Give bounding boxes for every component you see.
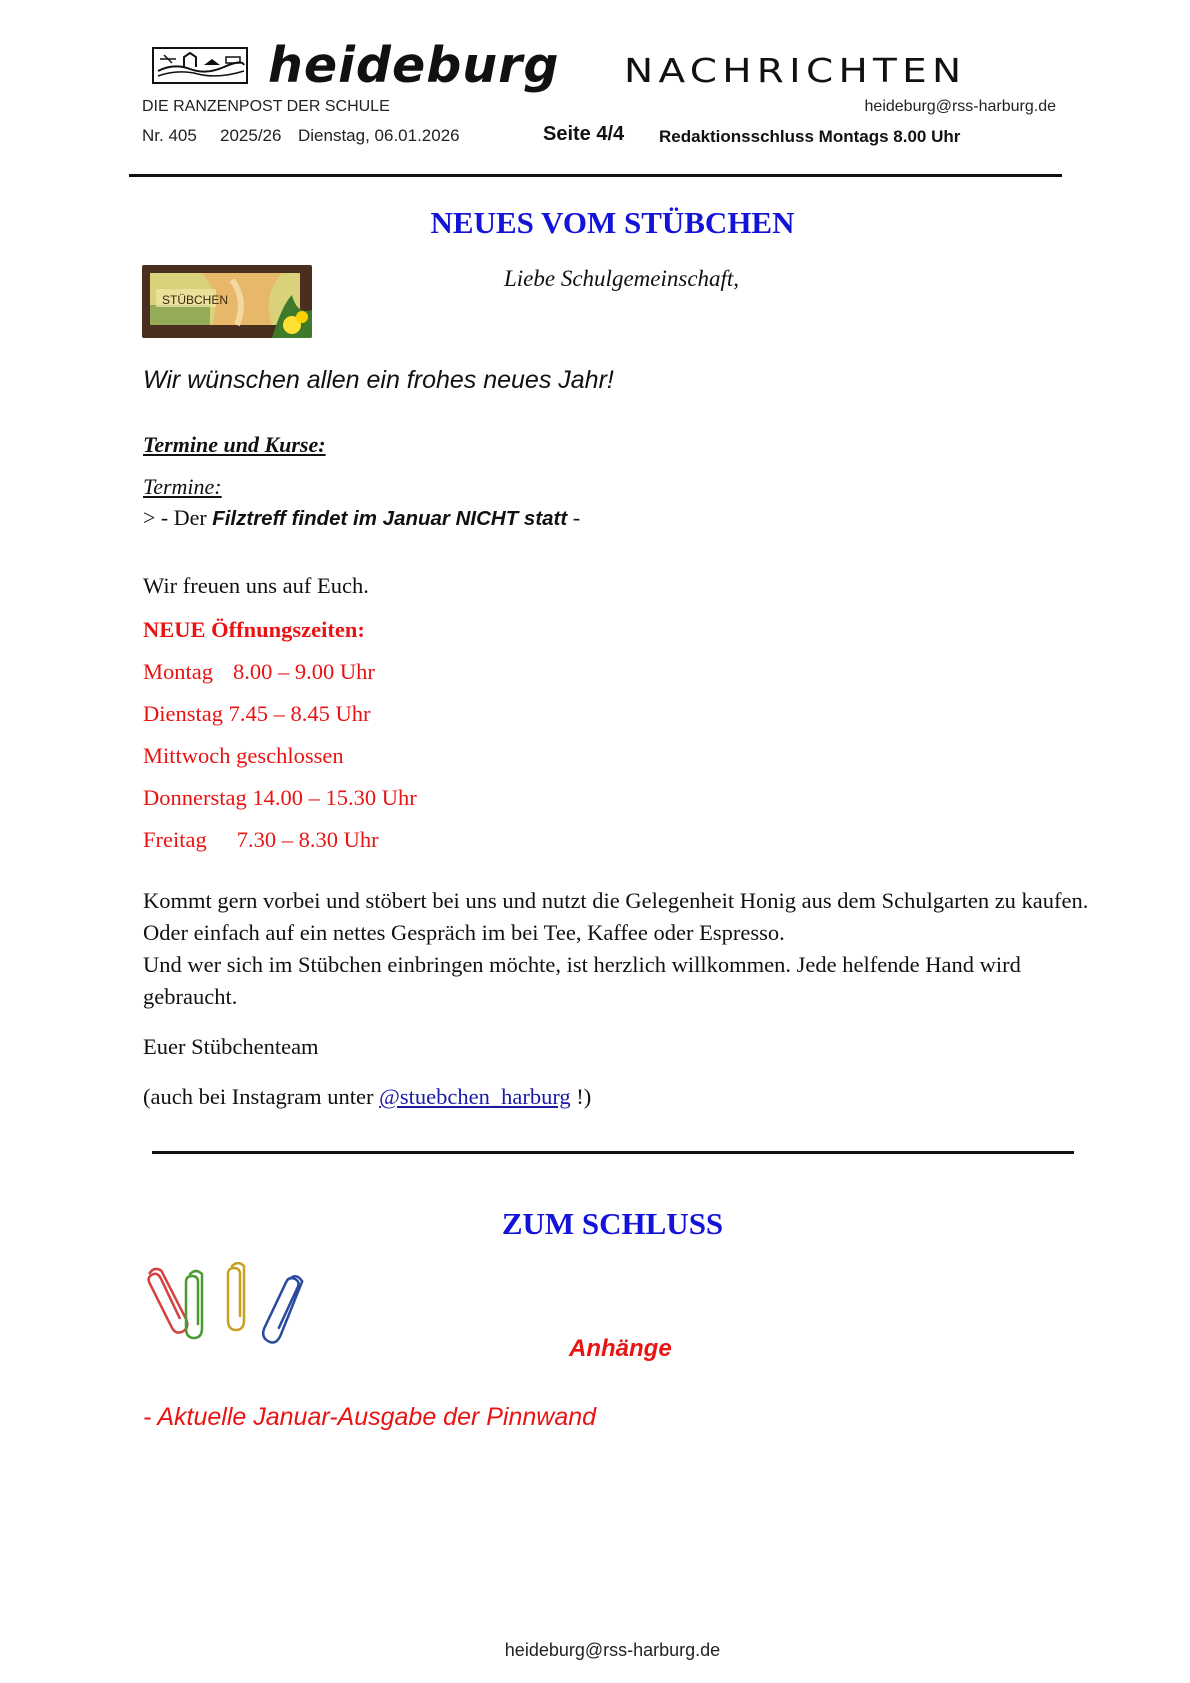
stuebchen-photo-label: STÜBCHEN [162,293,229,307]
paperclip-icon [146,1262,308,1352]
termine-kurse-heading: Termine und Kurse: [143,432,326,457]
notice-bold: Filztreff findet im Januar NICHT statt [212,507,568,530]
masthead-subtitle: DIE RANZENPOST DER SCHULE [142,98,390,115]
paragraph-volunteer: Und wer sich im Stübchen einbringen möchte, ist herzlich willkommen. Jede helfende Hand wird gebraucht. [143,952,1021,1009]
masthead-title-bold: heideburg [268,37,560,94]
attachment-item: - Aktuelle Januar-Ausgabe der Pinnwand [143,1403,597,1431]
hours-row [143,743,344,769]
school-year: 2025/26 [220,126,282,145]
looking-forward: Wir freuen uns auf Euch. [143,573,369,598]
instagram-suffix: !) [570,1084,592,1109]
hours-row [143,701,370,727]
hours-time: 8.00 – 9.00 Uhr [233,659,375,684]
logo-icon [152,47,248,84]
new-year-wish: Wir wünschen allen ein frohes neues Jahr! [143,366,614,394]
deadline-note: Redaktionsschluss Montags 8.00 Uhr [659,127,961,146]
hours-day: Montag [143,659,213,684]
hours-heading: NEUE Öffnungszeiten: [143,617,365,642]
hours-row [143,827,379,853]
notice-prefix: > - Der [143,505,213,530]
instagram-link[interactable]: @stuebchen_harburg [379,1084,571,1109]
footer-email: heideburg@rss-harburg.de [504,1640,721,1660]
section-divider [152,1151,1074,1154]
masthead-email: heideburg@rss-harburg.de [864,98,1056,115]
issue-number: Nr. 405 [142,126,197,145]
termine-label: Termine: [143,474,222,499]
signoff: Euer Stübchenteam [143,1034,319,1059]
section-title-stuebchen: NEUES VOM STÜBCHEN [430,205,795,240]
filztreff-notice [143,505,580,531]
section-title-closing: ZUM SCHLUSS [501,1206,724,1241]
issue-date: Dienstag, 06.01.2026 [298,126,460,145]
page-number: Seite 4/4 [543,123,625,145]
instagram-line [143,1081,591,1113]
masthead-title-caps: NACHRICHTEN [624,51,967,90]
attachments-heading: Anhänge [569,1335,672,1362]
hours-row [143,659,375,685]
masthead-divider [129,174,1062,177]
hours-day: Mittwoch [143,743,231,768]
hours-day: Freitag [143,827,207,852]
hours-time: geschlossen [236,743,344,768]
hours-time: 14.00 – 15.30 Uhr [252,785,417,810]
paragraph-visit: Kommt gern vorbei und stöbert bei uns und nutzt die Gelegenheit Honig aus dem Schulgarten zu kaufen. Oder einfach auf ein nettes Gespräch im bei Tee, Kaffee oder Espresso. [143,888,1089,945]
hours-time: 7.30 – 8.30 Uhr [236,827,379,852]
instagram-prefix: (auch bei Instagram unter [143,1084,380,1109]
notice-suffix: - [567,505,581,530]
stuebchen-photo [142,265,312,338]
greeting: Liebe Schulgemeinschaft, [504,266,740,291]
hours-row [143,785,417,811]
hours-day: Donnerstag [143,785,247,810]
hours-time: 7.45 – 8.45 Uhr [228,701,371,726]
hours-day: Dienstag [143,701,223,726]
